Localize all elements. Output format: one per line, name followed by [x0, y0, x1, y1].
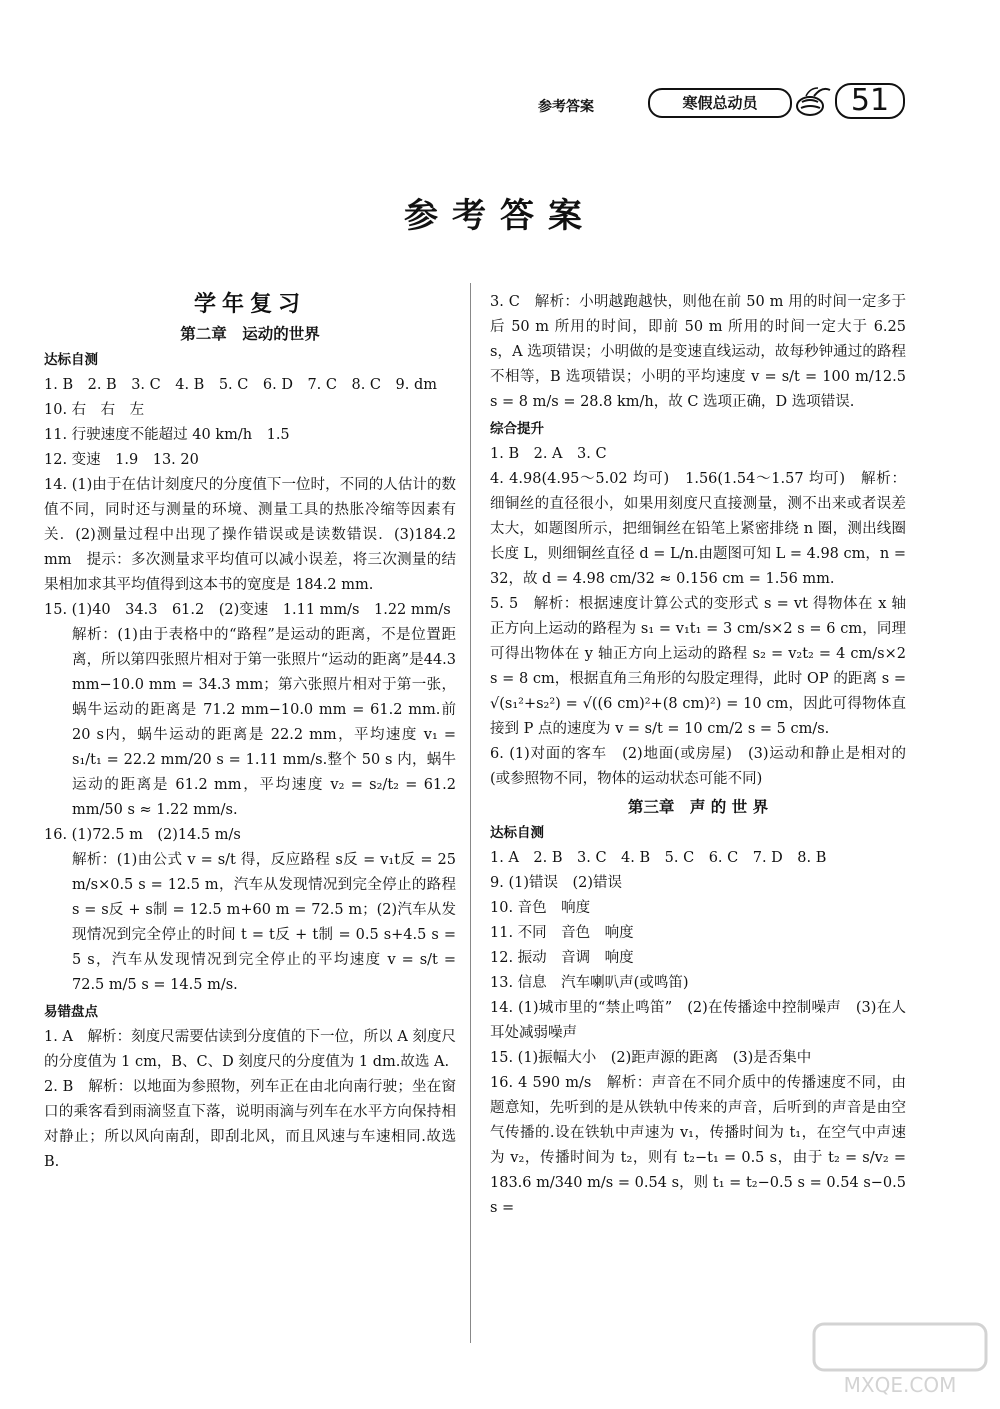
watermark-logo — [810, 1320, 990, 1400]
subsection-title: 达标自测 — [490, 825, 544, 841]
answer-item: 11. 行驶速度不能超过 40 km/h 1.5 — [44, 427, 290, 443]
subsection-title: 达标自测 — [44, 352, 98, 368]
column-divider — [470, 283, 471, 1343]
svg-text:MXQE.COM: MXQE.COM — [843, 1373, 957, 1397]
answer-item: 16. (1)72.5 m (2)14.5 m/s — [44, 827, 241, 843]
header-section-label: 参考答案 — [538, 99, 594, 115]
answer-item: 解析：(1)由于表格中的“路程”是运动的距离，不是位置距离，所以第四张照片相对于第一张照片“运动的距离”是44.3 mm−10.0 mm = 34.3 mm；第六张照片相对于第一张，蜗牛运动的距离是 71.2 mm−10.0 mm = 61.2 mm.前20 s内，蜗牛运动的距离是 22.2 mm，平均速度 v₁ = s₁/t₁ = 22.2 mm/20 s = 1.11 mm/s.整个 50 s 内，蜗牛运动的距离是 61.2 mm，平均速度 v₂ = s₂/t₂ = 61.2 mm/50 s ≈ 1.22 mm/s. — [72, 627, 456, 818]
answer-item: 16. 4 590 m/s 解析：声音在不同介质中的传播速度不同，由题意知，先听到的是从铁轨中传来的声音，后听到的声音是由空气传播的.设在铁轨中声速为 v₁，传播时间为 t₁，在空气中声速为 v₂，传播时间为 t₂，则有 t₂−t₁ = 0.5 s，由于 t₂ = s/v₂ = 183.6 m/340 m/s = 0.54 s，则 t₁ = t₂−0.5 s = 0.54 s−0.5 s = — [490, 1075, 906, 1216]
answer-item: 1. A 2. B 3. C 4. B 5. C 6. C 7. D 8. B — [490, 850, 827, 866]
answer-item: 11. 不同 音色 响度 — [490, 925, 634, 941]
page-number: 51 — [835, 83, 905, 119]
left-column — [44, 290, 456, 1175]
subsection-title: 易错盘点 — [44, 1004, 98, 1020]
chapter-title: 第三章 声 的 世 界 — [627, 797, 769, 816]
chapter-title: 第二章 运动的世界 — [180, 324, 320, 343]
answer-item: 14. (1)城市里的“禁止鸣笛” (2)在传播途中控制噪声 (3)在人耳处减弱噪声 — [490, 1000, 906, 1041]
answer-item: 1. A 解析：刻度尺需要估读到分度值的下一位，所以 A 刻度尺的分度值为 1 cm，B、C、D 刻度尺的分度值为 1 dm.故选 A. — [44, 1029, 456, 1070]
answer-item: 5. 5 解析：根据速度计算公式的变形式 s = vt 得物体在 x 轴正方向上运动的路程为 s₁ = v₁t₁ = 3 cm/s×2 s = 6 cm，同理可得出物体在 y 轴正方向上运动的路程 s₂ = v₂t₂ = 4 cm/s×2 s = 8 cm，根据直角三角形的勾股定理得，此时 OP 的距离 s = √(s₁²+s₂²) = √((6 cm)²+(8 cm)²) = 10 cm，因此可得物体直接到 P 点的速度为 v = s/t = 10 cm/2 s = 5 cm/s. — [490, 596, 906, 737]
answer-item: 10. 右 右 左 — [44, 402, 145, 418]
header-book-title: 寒假总动员 — [648, 88, 792, 118]
subsection-title: 综合提升 — [490, 421, 544, 437]
answer-item: 2. B 解析：以地面为参照物，列车正在由北向南行驶；坐在窗口的乘客看到雨滴竖直下落，说明雨滴与列车在水平方向保持相对静止；所以风向南刮，即刮北风，而且风速与车速相同.故选 B. — [44, 1079, 456, 1170]
answer-item: 1. B 2. B 3. C 4. B 5. C 6. D 7. C 8. C 9. dm — [44, 377, 437, 393]
right-column — [490, 290, 906, 1221]
answer-item: 12. 变速 1.9 13. 20 — [44, 452, 199, 468]
answer-item: 12. 振动 音调 响度 — [490, 950, 634, 966]
answer-item: 3. C 解析：小明越跑越快，则他在前 50 m 用的时间一定多于后 50 m 所用的时间，即前 50 m 所用的时间一定大于 6.25 s，A 选项错误；小明做的是变速直线运动，故每秒钟通过的路程不相等，B 选项错误；小明的平均速度 v = s/t = 100 m/12.5 s = 8 m/s = 28.8 km/h，故 C 选项正确，D 选项错误. — [490, 294, 906, 410]
bee-logo-icon — [792, 84, 832, 120]
answer-item: 14. (1)由于在估计刻度尺的分度值下一位时，不同的人估计的数值不同，同时还与测量的环境、测量工具的热胀冷缩等因素有关．(2)测量过程中出现了操作错误或是读数错误．(3)184.2 mm 提示：多次测量求平均值可以减小误差，将三次测量的结果相加求其平均值得到这本书的宽度是 184.2 mm. — [44, 477, 456, 593]
page-title: 参考答案 — [404, 196, 596, 236]
answer-item: 解析：(1)由公式 v = s/t 得，反应路程 s反 = v₁t反 = 25 m/s×0.5 s = 12.5 m，汽车从发现情况到完全停止的路程 s = s反 + s制 = 12.5 m+60 m = 72.5 m；(2)汽车从发现情况到完全停止的时间 t = t反 + t制 = 0.5 s+4.5 s = 5 s，汽车从发现情况到完全停止的平均速度 v = s/t = 72.5 m/5 s = 14.5 m/s. — [72, 852, 456, 993]
answer-item: 10. 音色 响度 — [490, 900, 591, 916]
answer-item: 15. (1)振幅大小 (2)距声源的距离 (3)是否集中 — [490, 1050, 812, 1066]
answer-item: 15. (1)40 34.3 61.2 (2)变速 1.11 mm/s 1.22 mm/s — [44, 602, 451, 618]
answer-item: 13. 信息 汽车喇叭声(或鸣笛) — [490, 975, 689, 991]
answer-item: 4. 4.98(4.95～5.02 均可) 1.56(1.54～1.57 均可) 解析：细铜丝的直径很小，如果用刻度尺直接测量，测不出来或者误差太大，如题图所示，把细铜丝在铅笔上紧密排绕 n 圈，测出线圈长度 L，则细铜丝直径 d = L/n.由题图可知 L = 4.98 cm，n = 32，故 d = 4.98 cm/32 ≈ 0.156 cm = 1.56 mm. — [490, 471, 906, 587]
answer-item: 6. (1)对面的客车 (2)地面(或房屋) (3)运动和静止是相对的(或参照物不同，物体的运动状态可能不同) — [490, 746, 906, 787]
answer-item: 1. B 2. A 3. C — [490, 446, 607, 462]
answer-item: 9. (1)错误 (2)错误 — [490, 875, 623, 891]
section-title: 学年复习 — [193, 291, 306, 317]
